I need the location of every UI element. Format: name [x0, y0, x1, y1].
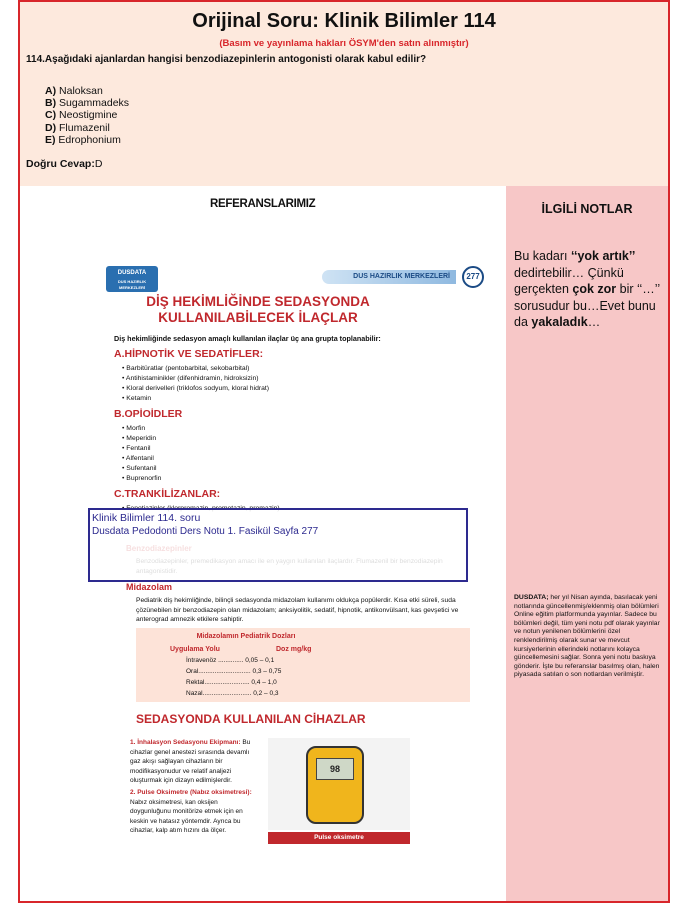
dose-table	[136, 628, 470, 702]
midazolam-heading: Midazolam	[126, 582, 173, 592]
book-intro: Diş hekimliğinde sedasyon amaçlı kullanılan ilaçlar üç ana grupta toplanabilir:	[114, 334, 381, 343]
option-e: E) Edrophonium	[45, 133, 121, 146]
correct-answer: Doğru Cevap:D	[26, 158, 103, 170]
dose-table-title: Midazolamın Pediatrik Dozları	[196, 633, 296, 640]
section-b-list	[122, 424, 161, 484]
list-item: • Morfin	[122, 424, 161, 434]
section-a-list	[122, 364, 269, 404]
table-row: Nazal........................... 0,2 – 0,3	[186, 690, 279, 697]
device-2: 2. Pulse Oksimetre (Nabız oksimetresi): Nabız oksimetresi, kan oksijen doygunluğunu monitörize etmek için en keskin ve hatasız yöntemdir. Ayrıca bu cihazlar, kalp atım hızını da ölçer.	[130, 789, 252, 834]
option-c: C) Neostigmine	[45, 109, 118, 122]
list-item: • Kloral derivelleri (triklofos sodyum, kloral hidrat)	[122, 384, 269, 394]
notes-title: İLGİLİ NOTLAR	[541, 202, 633, 216]
oximeter-device	[306, 746, 364, 824]
devices-heading: SEDASYONDA KULLANILAN CİHAZLAR	[136, 712, 366, 726]
dose-col-dose: Doz mg/kg	[276, 646, 312, 653]
table-row: Rektal......................... 0,4 – 1,0	[186, 679, 277, 686]
list-item: • Alfentanil	[122, 454, 161, 464]
notes-panel	[506, 186, 668, 901]
list-item: • Barbitüratlar (pentobarbital, sekobarbital)	[122, 364, 269, 374]
options-list	[45, 85, 129, 146]
book-page-number: 277	[462, 266, 484, 288]
photo-caption: Pulse oksimetre	[268, 832, 410, 844]
list-item: • Sufentanil	[122, 464, 161, 474]
pulse-oximeter-photo	[268, 738, 410, 830]
section-a-heading: A.HİPNOTİK VE SEDATİFLER:	[114, 348, 264, 360]
highlight-question-ref: Klinik Bilimler 114. soru	[92, 512, 201, 524]
list-item: • Fentanil	[122, 444, 161, 454]
notes-body: Bu kadarı ‘‘yok artık’’ dedirtebilir… Çünkü gerçekten çok zor bir ‘‘…’’ sorusudur bu…Evet bunu da yakaladık…	[514, 249, 660, 329]
highlight-source-ref: Dusdata Pedodonti Ders Notu 1. Fasikül Sayfa 277	[92, 526, 319, 537]
device-1: 1. İnhalasyon Sedasyonu Ekipmanı: Bu cihazlar genel anestezi sırasında devamlı gaz akışı sağlayan cihazların bir modifikasyonudur ve relatif analjezi oluşturmak için dizayn edilmişlerdir.	[130, 739, 251, 784]
question-text: 114.Aşağıdaki ajanlardan hangisi benzodiazepinlerin antogonisti olarak kabul edilir?	[26, 54, 427, 65]
table-row: İntravenöz .............. 0,05 – 0,1	[186, 657, 275, 664]
dose-col-route: Uygulama Yolu	[170, 646, 220, 653]
table-row: Oral............................. 0,3 – 0,75	[186, 668, 282, 675]
copyright-note: (Basım ve yayınlama hakları ÖSYM'den satın alınmıştır)	[219, 38, 469, 49]
references-heading: REFERANSLARIMIZ	[210, 198, 316, 210]
oximeter-screen: 98	[316, 758, 354, 780]
list-item: • Antihistaminikler (difenhidramin, hidroksizin)	[122, 374, 269, 384]
dusdata-logo: DUSDATA DUS HAZIRLIK MERKEZLERİ	[106, 266, 158, 292]
book-title: DİŞ HEKİMLİĞİNDE SEDASYONDA KULLANILABİLECEK İLAÇLAR	[146, 294, 370, 325]
section-b-heading: B.OPİOİDLER	[114, 408, 183, 420]
list-item: • Ketamin	[122, 394, 269, 404]
list-item: • Buprenorfin	[122, 474, 161, 484]
question-panel	[20, 2, 668, 186]
reference-highlight-box	[88, 508, 468, 582]
page-frame	[18, 0, 670, 903]
notes-footnote: DUSDATA; her yıl Nisan ayında, basılacak yeni notlarında güncellenmiş/eklenmiş olan bölümleri Online eğitim platformunda yayınlar. Sadece bu bölümleri değil, tüm yeni notu pdf olarak yayınlar ve notun yenilenen bölümlerini özel renklendirilmiş olarak sunar ve mevcut kursiyerlerinin ellerindeki notlarını kolayca güncellemesini sağlar. Sonra yeni notu baskıya gönderir. İşte bu referanslar basılmış olan, halen piyasada satılan o son notlardan verilmiştir.	[514, 594, 660, 679]
list-item: • Meperidin	[122, 434, 161, 444]
option-b: B) Sugammadeks	[45, 97, 130, 110]
page-title: Orijinal Soru: Klinik Bilimler 114	[192, 10, 496, 32]
book-header-bar: DUS HAZIRLIK MERKEZLERİ	[322, 270, 456, 284]
midazolam-text: Pediatrik diş hekimliğinde, bilinçli sedasyonda midazolam kullanımı oldukça popülerdir. Kısa etki süreli, suda çözünebilen bir benzodiazepin olan midazolam; anksiyolitik, sedatif, hipnotik, antikonvülsant, kas gevşetici ve anterograd amnezik etkilere sahiptir.	[136, 597, 459, 623]
option-d: D) Flumazenil	[45, 121, 110, 134]
section-c-heading: C.TRANKİLİZANLAR:	[114, 488, 221, 500]
option-a: A) Naloksan	[45, 85, 103, 97]
